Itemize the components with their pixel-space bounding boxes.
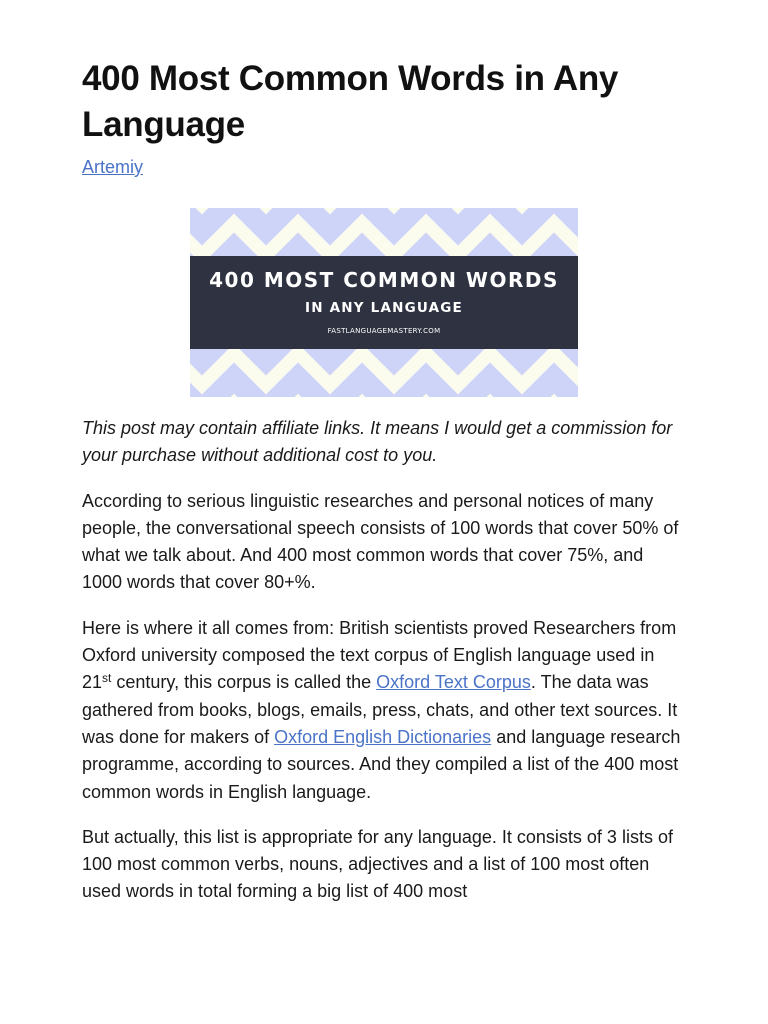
paragraph-text: century, this corpus is called the [111,672,377,693]
article-title: 400 Most Common Words in Any Language [82,59,619,144]
paragraph-text: Here is where it all comes from: British scientists proved Researchers from Oxford university composed the text corpus of English language used in 21 [82,617,677,693]
banner-text [190,256,578,349]
paragraph-intro: According to serious linguistic researches and personal notices of many people, the conversational speech consists of 100 words that cover 50% of what we talk about. And 400 most common words that cover 75%, and 1000 words that cover 80+%. [82,490,679,593]
paragraph-text: . The data was gathered from books, blogs, emails, press, chats, and other text sources. It was done for makers of [82,672,678,747]
featured-image [190,208,578,397]
oxford-english-dictionaries-link[interactable]: Oxford English Dictionaries [274,726,492,747]
paragraph-source [82,615,686,806]
affiliate-disclaimer: This post may contain affiliate links. It means I would get a commission for your purchase without additional cost to you. [82,418,673,466]
oxford-text-corpus-link[interactable]: Oxford Text Corpus [376,672,531,693]
superscript: st [102,671,112,686]
banner-subheadline: IN ANY LANGUAGE [305,300,463,316]
banner-website: FASTLANGUAGEMASTERY.COM [327,327,441,335]
paragraph-text: and language research programme, according to sources. And they compiled a list of the 400 most common words in English language. [82,726,681,802]
paragraph-any-language: But actually, this list is appropriate for any language. It consists of 3 lists of 100 most common verbs, nouns, adjectives and a list of 100 most often used words in total forming a big list of 400 most [82,826,673,902]
author-link[interactable]: Artemiy [82,157,144,177]
banner-headline: 400 MOST COMMON WORDS [209,268,559,292]
